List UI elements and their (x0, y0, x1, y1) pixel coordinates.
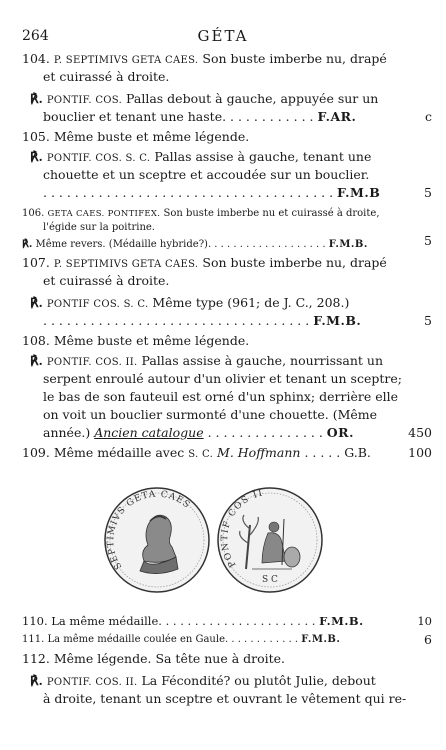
obverse-description: Même légende. Sa tête nue à droite. (53, 651, 286, 666)
reverse-mark: ℟. (30, 91, 43, 106)
leader-dots: . . . . . . . . . . . . . . . . . . . . . . . . . . . . . . . . . . . . . (43, 185, 334, 200)
coin-illustration (100, 485, 330, 595)
obverse-description: Même buste et même légende. (53, 333, 250, 348)
obverse-legend: P. SEPTIMIVS GETA CAES. (53, 55, 199, 66)
reverse-description: année.) (43, 425, 91, 440)
page-number: 264 (22, 28, 49, 44)
entry-104-line1 (22, 50, 387, 70)
reverse-exergue-text: S C (262, 575, 278, 585)
entry-111 (22, 631, 340, 649)
entry-number: 108. (22, 333, 50, 348)
entry-112-reverse-line1 (30, 672, 376, 692)
leader-dots: . . . . . . . . . . . . . . . . . . . . . . . . . . . . . . . . . . (43, 313, 310, 328)
obverse-legend: GETA CAES. PONTIFEX. (47, 209, 161, 219)
price: 100 (408, 445, 432, 460)
reverse-description: La Fécondité? ou plutôt Julie, debout (141, 673, 376, 688)
entry-105-reverse-line2: chouette et un sceptre et accoudée sur un bouclier. (43, 167, 370, 182)
entry-107-reverse-line2 (43, 312, 361, 330)
entry-107-reverse-line1 (30, 294, 349, 314)
entry-105-reverse-line1 (30, 148, 371, 168)
metal-grade: F.AR. (317, 109, 357, 124)
entry-106-reverse (22, 236, 368, 254)
collection-name: M. Hoffmann (217, 445, 301, 460)
reverse-mark: ℟. (30, 149, 43, 164)
reverse-legend: PONTIF COS. S. C. (46, 299, 149, 310)
entry-105-line1 (22, 128, 249, 146)
reverse-description: Pallas debout à gauche, appuyée sur un (126, 91, 379, 106)
metal-grade: F.M.B. (313, 313, 362, 328)
page-title: GÉTA (197, 27, 249, 45)
obverse-legend: P. SEPTIMIVS GETA CAES. (53, 259, 199, 270)
coin-obverse (105, 488, 209, 592)
entry-112-line1 (22, 650, 285, 668)
obverse-description: Son buste imberbe nu, drapé (202, 51, 387, 66)
description: Même médaille avec (53, 445, 185, 460)
entry-number: 105. (22, 129, 50, 144)
entry-number: 111. (22, 634, 45, 645)
reverse-mark: ℟. (30, 353, 43, 368)
entry-110 (22, 612, 364, 630)
reverse-mark: ℟. (30, 295, 43, 310)
reverse-description: bouclier et tenant une haste. . . . . . . . . . . . (43, 109, 314, 124)
entry-number: 106. (22, 208, 45, 219)
coin-reverse (218, 488, 322, 592)
reverse-legend: PONTIF. COS. II. (46, 677, 138, 688)
metal-grade: F.M.B. (328, 239, 368, 250)
entry-107-line1 (22, 254, 387, 274)
catalogue-reference: Ancien catalogue (94, 425, 204, 440)
price: 6 (424, 632, 432, 647)
metal-grade: OR. (326, 425, 354, 440)
price: c (424, 109, 432, 124)
reverse-mark: ℟. (30, 673, 43, 688)
description: La même médaille coulée en Gaule. . . . . . . . . . . . (47, 634, 299, 645)
entry-104-line2: et cuirassé à droite. (43, 69, 170, 84)
entry-105-reverse-line3 (43, 184, 380, 202)
legend: S. C. (188, 449, 214, 460)
metal-grade: F.M.B. (319, 614, 364, 628)
entry-108-reverse-line3: le bas de son fauteuil est orné d'un sphinx; derrière elle (43, 389, 398, 404)
entry-number: 112. (22, 651, 50, 666)
reverse-description: Même type (961; de J. C., 208.) (152, 295, 350, 310)
metal-grade: F.M.B (337, 185, 381, 200)
obverse-legend-text: SEPTIMIVS GETA CAES (106, 489, 192, 571)
price: 10 (417, 614, 432, 628)
entry-106-line2: l'égide sur la poitrine. (43, 222, 155, 233)
entry-number: 107. (22, 255, 50, 270)
reverse-description: Pallas assise à gauche, tenant une (154, 149, 372, 164)
obverse-description: Même buste et même légende. (53, 129, 250, 144)
entry-104-reverse-line1 (30, 90, 378, 110)
reverse-legend: PONTIF. COS. II. (46, 357, 138, 368)
entry-108-reverse-line4: on voit un bouclier surmonté d'une chouette. (Même (43, 407, 378, 422)
price: 5 (424, 313, 432, 328)
entry-number: 110. (22, 614, 48, 628)
entry-108-line1 (22, 332, 249, 350)
obverse-description: Son buste imberbe nu et cuirassé à droite, (163, 208, 380, 219)
entry-112-reverse-line2: à droite, tenant un sceptre et ouvrant le vêtement qui re- (43, 691, 407, 706)
entry-number: 104. (22, 51, 50, 66)
leader-dots: . . . . . . . . . . . . . . . (207, 425, 323, 440)
entry-108-reverse-line1 (30, 352, 383, 372)
entry-107-line2: et cuirassé à droite. (43, 273, 170, 288)
price: 450 (408, 425, 432, 440)
price: 5 (424, 233, 432, 248)
leader-dots: . . . . . (304, 445, 341, 460)
entry-109-line1 (22, 444, 371, 464)
description: La même médaille. . . . . . . . . . . . . . . . . . . . . . (51, 614, 316, 628)
reverse-mark: ℟. (22, 239, 33, 250)
entry-number: 109. (22, 445, 50, 460)
entry-104-reverse-line2 (43, 108, 356, 126)
obverse-description: Son buste imberbe nu, drapé (202, 255, 387, 270)
reverse-description: Même revers. (Médaille hybride?). . . . . . . . . . . . . . . . . . . (35, 239, 326, 250)
reverse-legend-text: PONTIF COS II (220, 488, 265, 569)
reverse-description: Pallas assise à gauche, nourrissant un (141, 353, 384, 368)
entry-108-reverse-line5 (43, 424, 354, 442)
entry-108-reverse-line2: serpent enroulé autour d'un olivier et tenant un sceptre; (43, 371, 402, 386)
reverse-legend: PONTIF. COS. S. C. (46, 153, 151, 164)
metal-grade: F.M.B. (301, 634, 341, 645)
reverse-legend: PONTIF. COS. (46, 95, 123, 106)
price: 5 (424, 185, 432, 200)
metal-grade: G.B. (344, 445, 371, 460)
